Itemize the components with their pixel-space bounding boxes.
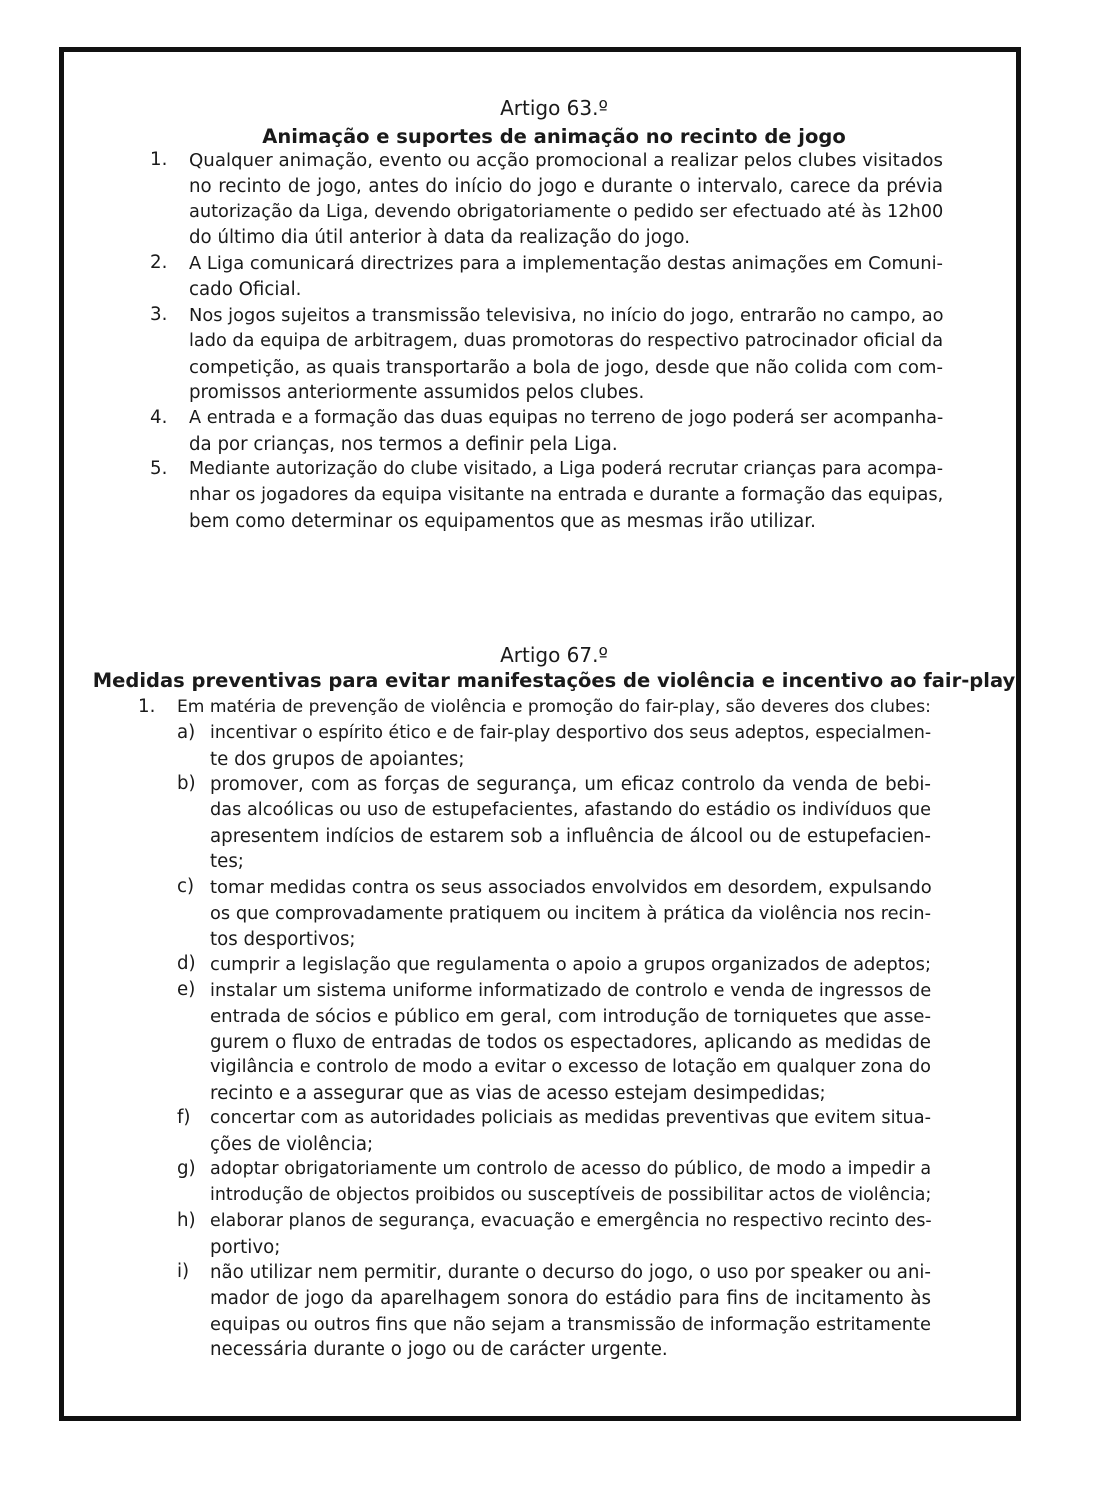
article-67-item-1-text: Em matéria de prevenção de violência e promoção do fair-play, são deveres dos clubes:: [177, 697, 931, 717]
article-63-item-3-text: Nos jogos sujeitos a transmissão televisiva, no início do jogo, entrarão no campo, ao lado da equipa de arbitragem, duas promotoras do respectivo patrocinador oficial da competição, as quais transportarão a bola de jogo, desde que não colida com com- promissos anteriormente assumidos pelos clubes.: [189, 305, 944, 404]
article-67-subitem-c-label: c): [177, 876, 195, 897]
article-67-subitem-b-label: b): [177, 773, 196, 794]
article-67-subitem-h-label: h): [177, 1210, 196, 1231]
article-67-subitem-a-label: a): [177, 722, 196, 743]
article-67-subitem-d-label: d): [177, 953, 196, 974]
article-63-item-5-number: 5.: [150, 458, 168, 479]
article-63-item-4-number: 4.: [150, 407, 168, 428]
article-63-item-4-text: A entrada e a formação das duas equipas no terreno de jogo poderá ser acompanha- da por crianças, nos termos a definir pela Liga.: [189, 408, 944, 455]
article-67-subitem-g-text: adoptar obrigatoriamente um controlo de acesso do público, de modo a impedir a introdução de objectos proibidos ou susceptíveis de possibilitar actos de violência;: [210, 1159, 932, 1205]
article-67-subitem-b-text: promover, com as forças de segurança, um eficaz controlo da venda de bebi- das alcoólicas ou uso de estupefacientes, afastando do estádio os indivíduos que apresentem indícios de estarem sob a influência de álcool ou de estupefacien- tes;: [210, 774, 931, 873]
article-67-subitem-c-text: tomar medidas contra os seus associados envolvidos em desordem, expulsando os que comprovadamente pratiquem ou incitem à prática da violência nos recin- tos desportivos;: [210, 877, 932, 950]
article-67-subitem-g-label: g): [177, 1158, 196, 1179]
article-63-item-3-number: 3.: [150, 304, 168, 325]
article-67-subitem-h-text: elaborar planos de segurança, evacuação e emergência no respectivo recinto des- portivo;: [210, 1211, 932, 1258]
article-67-number: Artigo 67.º: [500, 643, 608, 667]
article-67-subitem-e-label: e): [177, 979, 196, 1000]
article-63-item-2-number: 2.: [150, 252, 168, 273]
article-67-subitem-a-text: incentivar o espírito ético e de fair-play desportivo dos seus adeptos, especialmen- te dos grupos de apoiantes;: [210, 723, 932, 770]
article-63-title: Animação e suportes de animação no recinto de jogo: [262, 125, 846, 148]
article-67-subitem-i-text: não utilizar nem permitir, durante o decurso do jogo, o uso por speaker ou ani- mador de jogo da aparelhagem sonora do estádio para fins de incitamento às equipas ou outros fins que não sejam a transmissão de informação estritamente necessária durante o jogo ou de carácter urgente.: [210, 1262, 931, 1361]
article-67-subitem-f-label: f): [177, 1107, 191, 1128]
article-67-subitem-i-label: i): [177, 1261, 190, 1282]
article-67-title: Medidas preventivas para evitar manifestações de violência e incentivo ao fair-play: [92, 669, 1016, 692]
article-63-number: Artigo 63.º: [500, 96, 608, 120]
article-63-item-1-number: 1.: [150, 149, 168, 170]
article-67-subitem-e-text: instalar um sistema uniforme informatizado de controlo e venda de ingressos de entrada de sócios e público em geral, com introdução de torniquetes que asse- gurem o fluxo de entradas de todos os espectadores, aplicando as medidas de vigilância e controlo de modo a evitar o excesso de lotação em qualquer zona do recinto e a assegurar que as vias de acesso estejam desimpedidas;: [210, 980, 932, 1105]
article-63-item-1-text: Qualquer animação, evento ou acção promocional a realizar pelos clubes visitados no recinto de jogo, antes do início do jogo e durante o intervalo, carece da prévia autorização da Liga, devendo obrigatoriamente o pedido ser efectuado até às 12h00 do último dia útil anterior à data da realização do jogo.: [189, 150, 944, 249]
article-63-item-2-text: A Liga comunicará directrizes para a implementação destas animações em Comuni- cado Oficial.: [189, 253, 943, 300]
article-67-subitem-f-text: concertar com as autoridades policiais as medidas preventivas que evitem situa- ções de violência;: [210, 1108, 931, 1155]
article-67-subitem-d-text: cumprir a legislação que regulamenta o apoio a grupos organizados de adeptos;: [210, 954, 931, 975]
article-67-item-1-number: 1.: [138, 696, 156, 717]
article-63-item-5-text: Mediante autorização do clube visitado, a Liga poderá recrutar crianças para acompa- nhar os jogadores da equipa visitante na entrada e durante a formação das equipas, bem como determinar os equipamentos que as mesmas irão utilizar.: [189, 459, 944, 532]
